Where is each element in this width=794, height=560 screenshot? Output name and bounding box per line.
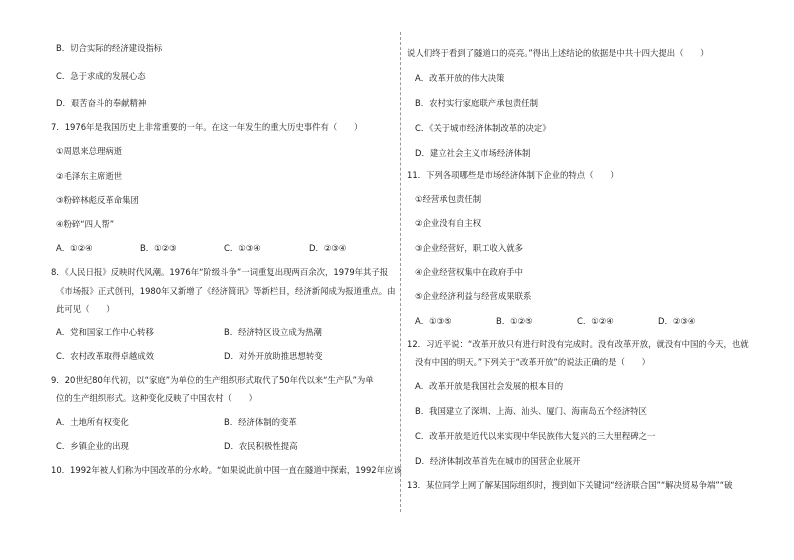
q10-option-a: A．改革开放的伟大决策 bbox=[415, 73, 505, 83]
q11-item-5: ⑤企业经济利益与经营成果联系 bbox=[415, 291, 532, 301]
q11-option-b: B．①②⑤ bbox=[496, 316, 533, 326]
q12-option-c: C．改革开放是近代以来实现中华民族伟大复兴的三大里程碑之一 bbox=[415, 431, 656, 441]
q11-item-3: ③企业经营好，职工收入就多 bbox=[415, 243, 524, 253]
q9-option-d: D．农民积极性提高 bbox=[224, 441, 298, 451]
q10-option-b: B．农村实行家庭联产承包责任制 bbox=[415, 98, 538, 108]
q7-option-a: A．①②④ bbox=[56, 243, 93, 253]
q8-option-c: C．农村改革取得卓越成效 bbox=[56, 351, 154, 361]
q8-stem-line-1: 8．《人民日报》反映时代风潮。1976年“阶级斗争”一词重复出现两百余次，1979年其子报 bbox=[51, 267, 389, 277]
q7-stem: 7．1976年是我国历史上非常重要的一年。在这一年发生的重大历史事件有（ ） bbox=[51, 122, 363, 132]
q9-option-c: C．乡镇企业的出现 bbox=[56, 441, 129, 451]
q11-item-4: ④企业经营权集中在政府手中 bbox=[415, 267, 524, 277]
q7-option-c: C．①③④ bbox=[224, 243, 261, 253]
q10-option-d: D．建立社会主义市场经济体制 bbox=[415, 148, 531, 158]
q8-option-d: D．对外开放助推思想转变 bbox=[224, 351, 323, 361]
q11-stem: 11．下列各项哪些是市场经济体制下企业的特点（ ） bbox=[407, 170, 619, 180]
q7-item-3: ③粉碎林彪反革命集团 bbox=[56, 195, 139, 205]
q10-stem-line-2: 说人们终于看到了隧道口的亮亮。”得出上述结论的依据是中共十四大提出（ ） bbox=[407, 48, 709, 58]
q9-option-a: A．土地所有权变化 bbox=[56, 417, 129, 427]
q11-option-c: C．①②④ bbox=[577, 316, 614, 326]
q12-option-a: A．改革开放是我国社会发展的根本目的 bbox=[415, 381, 564, 391]
q9-option-b: B．经济体制的变革 bbox=[224, 417, 297, 427]
q11-item-2: ②企业没有自主权 bbox=[415, 218, 482, 228]
q13-stem-line-1: 13．某位同学上网了解某国际组织时，搜到如下关键词“经济联合国”“解决贸易争端”“破 bbox=[407, 480, 733, 490]
q7-option-d: D．②③④ bbox=[309, 243, 347, 253]
q10-option-c: C．《关于城市经济体制改革的决定》 bbox=[415, 123, 551, 133]
q8-option-b: B．经济特区设立成为热潮 bbox=[224, 327, 322, 337]
q12-stem-line-2: 没有中国的明天。”下列关于“改革开放”的说法正确的是（ ） bbox=[415, 357, 650, 367]
q11-option-a: A．①③⑤ bbox=[415, 316, 452, 326]
q11-item-1: ①经营承包责任制 bbox=[415, 194, 482, 204]
q8-stem-line-2: 《市场报》正式创刊，1980年又新增了《经济简讯》等新栏目，经济新闻成为报道重点。由 bbox=[56, 286, 396, 296]
q7-item-1: ①周恩来总理病逝 bbox=[56, 146, 123, 156]
q12-option-d: D．经济体制改革首先在城市的国营企业展开 bbox=[415, 456, 581, 466]
q7-option-b: B．①②③ bbox=[140, 243, 177, 253]
q11-option-d: D．②③④ bbox=[658, 316, 696, 326]
q6-option-b: B．切合实际的经济建设指标 bbox=[56, 43, 163, 53]
q10-stem-line-1: 10．1992年被人们称为中国改革的分水岭。“如果说此前中国一直在隧道中探索，1992年应该 bbox=[51, 465, 402, 475]
q12-option-b: B．我国建立了深圳、上海、汕头、厦门、海南岛五个经济特区 bbox=[415, 406, 647, 416]
q9-stem-line-2: 位的生产组织形式。这种变化反映了中国农村（ ） bbox=[56, 393, 257, 403]
column-divider bbox=[400, 32, 401, 512]
q7-item-2: ②毛泽东主席逝世 bbox=[56, 171, 123, 181]
q6-option-c: C．急于求成的发展心态 bbox=[56, 71, 146, 81]
q9-stem-line-1: 9．20世纪80年代初，以“家庭”为单位的生产组织形式取代了50年代以来“生产队”为单 bbox=[51, 375, 374, 385]
q7-item-4: ④粉碎“四人帮” bbox=[56, 219, 115, 229]
q8-stem-line-3: 此可见（ ） bbox=[56, 304, 115, 314]
q6-option-d: D．艰苦奋斗的奉献精神 bbox=[56, 98, 147, 108]
q8-option-a: A．党和国家工作中心转移 bbox=[56, 327, 154, 337]
q12-stem-line-1: 12．习近平说：“改革开放只有进行时没有完成时。没有改革开放，就没有中国的今天，也就 bbox=[407, 339, 749, 349]
